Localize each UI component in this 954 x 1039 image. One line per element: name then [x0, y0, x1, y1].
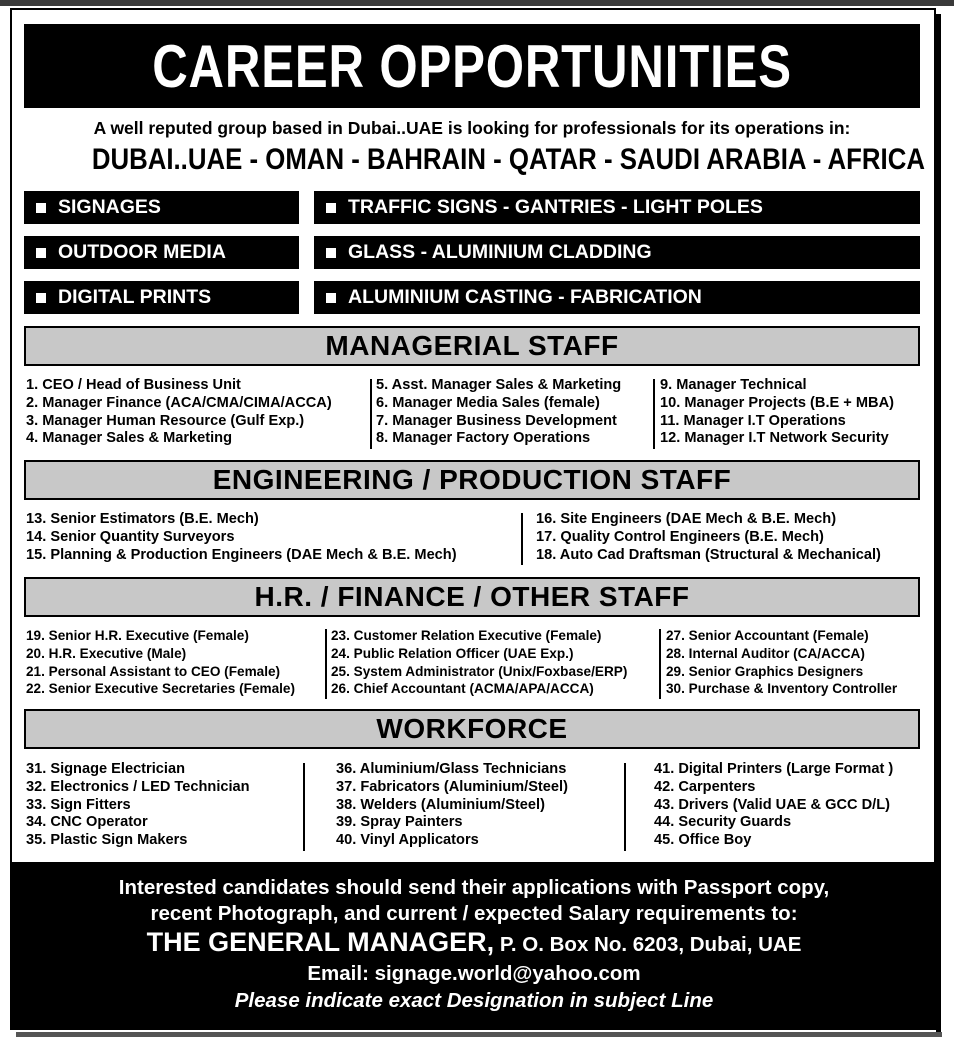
- list-item: 38. Welders (Aluminium/Steel): [336, 796, 545, 813]
- category-label: TRAFFIC SIGNS - GANTRIES - LIGHT POLES: [348, 196, 763, 218]
- managerial-column-2: [376, 377, 621, 448]
- list-item: 2. Manager Finance (ACA/CMA/CIMA/ACCA): [26, 394, 332, 411]
- category-label: SIGNAGES: [58, 196, 161, 218]
- subtitle: A well reputed group based in Dubai..UAE is looking for professionals for its operations in:: [93, 118, 851, 138]
- section-heading-engineering: ENGINEERING / PRODUCTION STAFF: [24, 460, 920, 500]
- category-signages: [24, 191, 299, 224]
- list-item: 27. Senior Accountant (Female): [666, 628, 869, 643]
- list-item: 26. Chief Accountant (ACMA/APA/ACCA): [331, 681, 594, 697]
- workforce-column-3: [654, 761, 893, 850]
- application-instructions: [12, 862, 936, 1030]
- list-item: 42. Carpenters: [654, 778, 756, 795]
- workforce-column-2: [336, 761, 568, 850]
- list-item: 5. Asst. Manager Sales & Marketing: [376, 377, 622, 393]
- top-border-line: [0, 0, 954, 6]
- page-title-text: CAREER OPPORTUNITIES: [152, 32, 792, 100]
- list-item: 22. Senior Executive Secretaries (Female): [26, 681, 295, 697]
- recipient-line: [12, 927, 936, 960]
- category-glass-cladding: [314, 236, 920, 269]
- column-divider: [325, 629, 327, 699]
- contact-email: Email: signage.world@yahoo.com: [307, 962, 641, 985]
- list-item: 11. Manager I.T Operations: [660, 412, 846, 429]
- list-item: 31. Signage Electrician: [26, 761, 185, 777]
- column-divider: [659, 629, 661, 699]
- list-item: 43. Drivers (Valid UAE & GCC D/L): [654, 796, 890, 813]
- instructions-line-1: Interested candidates should send their applications with Passport copy,: [118, 876, 830, 899]
- list-item: 8. Manager Factory Operations: [376, 430, 591, 447]
- engineering-column-2: [536, 511, 881, 564]
- list-item: 36. Aluminium/Glass Technicians: [336, 761, 567, 777]
- recipient-address: P. O. Box No. 6203, Dubai, UAE: [499, 933, 802, 956]
- page-title: [24, 24, 920, 108]
- list-item: 17. Quality Control Engineers (B.E. Mech): [536, 528, 824, 545]
- category-digital-prints: [24, 281, 299, 314]
- list-item: 44. Security Guards: [654, 814, 792, 831]
- list-item: 21. Personal Assistant to CEO (Female): [26, 663, 281, 679]
- hr-column-3: [666, 627, 897, 698]
- list-item: 14. Senior Quantity Surveyors: [26, 528, 235, 545]
- bullet-square-icon: [326, 293, 336, 303]
- hr-column-2: [331, 627, 627, 698]
- list-item: 34. CNC Operator: [26, 814, 148, 831]
- list-item: 3. Manager Human Resource (Gulf Exp.): [26, 412, 305, 429]
- list-item: 37. Fabricators (Aluminium/Steel): [336, 778, 568, 795]
- category-casting-fabrication: [314, 281, 920, 314]
- list-item: 13. Senior Estimators (B.E. Mech): [26, 511, 259, 527]
- category-label: DIGITAL PRINTS: [58, 286, 212, 308]
- column-divider: [624, 763, 626, 851]
- list-item: 32. Electronics / LED Technician: [26, 778, 250, 795]
- list-item: 20. H.R. Executive (Male): [26, 645, 187, 661]
- list-item: 12. Manager I.T Network Security: [660, 430, 889, 447]
- list-item: 16. Site Engineers (DAE Mech & B.E. Mech): [536, 511, 837, 527]
- managerial-column-1: [26, 377, 332, 448]
- list-item: 23. Customer Relation Executive (Female): [331, 628, 602, 643]
- section-heading-workforce: WORKFORCE: [24, 709, 920, 749]
- list-item: 7. Manager Business Development: [376, 412, 617, 429]
- list-item: 15. Planning & Production Engineers (DAE Mech & B.E. Mech): [26, 546, 457, 563]
- list-item: 28. Internal Auditor (CA/ACCA): [666, 645, 865, 661]
- engineering-column-1: [26, 511, 457, 564]
- list-item: 30. Purchase & Inventory Controller: [666, 681, 898, 697]
- list-item: 29. Senior Graphics Designers: [666, 663, 864, 679]
- section-heading-hr-finance: H.R. / FINANCE / OTHER STAFF: [24, 577, 920, 617]
- subject-line-note: Please indicate exact Designation in subject Line: [234, 989, 714, 1012]
- countries-line: [24, 143, 925, 177]
- workforce-column-1: [26, 761, 250, 850]
- countries-text: DUBAI..UAE - OMAN - BAHRAIN - QATAR - SAUDI ARABIA - AFRICA: [91, 143, 925, 176]
- list-item: 1. CEO / Head of Business Unit: [26, 377, 241, 393]
- category-label: OUTDOOR MEDIA: [58, 241, 226, 263]
- list-item: 6. Manager Media Sales (female): [376, 394, 600, 411]
- list-item: 40. Vinyl Applicators: [336, 832, 479, 849]
- bottom-border-line: [16, 1032, 942, 1037]
- list-item: 19. Senior H.R. Executive (Female): [26, 628, 249, 643]
- list-item: 35. Plastic Sign Makers: [26, 832, 188, 849]
- managerial-column-3: [660, 377, 894, 448]
- list-item: 10. Manager Projects (B.E + MBA): [660, 394, 894, 411]
- bullet-square-icon: [326, 248, 336, 258]
- list-item: 33. Sign Fitters: [26, 796, 131, 813]
- recipient-name: THE GENERAL MANAGER,: [146, 927, 495, 957]
- instructions-line-2: recent Photograph, and current / expected Salary requirements to:: [150, 902, 798, 925]
- list-item: 39. Spray Painters: [336, 814, 463, 831]
- column-divider: [521, 513, 523, 565]
- category-label: ALUMINIUM CASTING - FABRICATION: [348, 286, 702, 308]
- section-heading-managerial: MANAGERIAL STAFF: [24, 326, 920, 366]
- bullet-square-icon: [36, 293, 46, 303]
- category-outdoor-media: [24, 236, 299, 269]
- column-divider: [370, 379, 372, 449]
- bullet-square-icon: [36, 203, 46, 213]
- list-item: 9. Manager Technical: [660, 377, 807, 393]
- list-item: 24. Public Relation Officer (UAE Exp.): [331, 645, 574, 661]
- bullet-square-icon: [36, 248, 46, 258]
- column-divider: [303, 763, 305, 851]
- category-traffic-signs: [314, 191, 920, 224]
- list-item: 18. Auto Cad Draftsman (Structural & Mechanical): [536, 546, 881, 563]
- list-item: 4. Manager Sales & Marketing: [26, 430, 233, 447]
- column-divider: [653, 379, 655, 449]
- list-item: 25. System Administrator (Unix/Foxbase/ERP): [331, 663, 628, 679]
- frame-shadow: [936, 14, 941, 1034]
- bullet-square-icon: [326, 203, 336, 213]
- category-label: GLASS - ALUMINIUM CLADDING: [348, 241, 652, 263]
- list-item: 45. Office Boy: [654, 832, 752, 849]
- list-item: 41. Digital Printers (Large Format ): [654, 761, 894, 777]
- hr-column-1: [26, 627, 295, 698]
